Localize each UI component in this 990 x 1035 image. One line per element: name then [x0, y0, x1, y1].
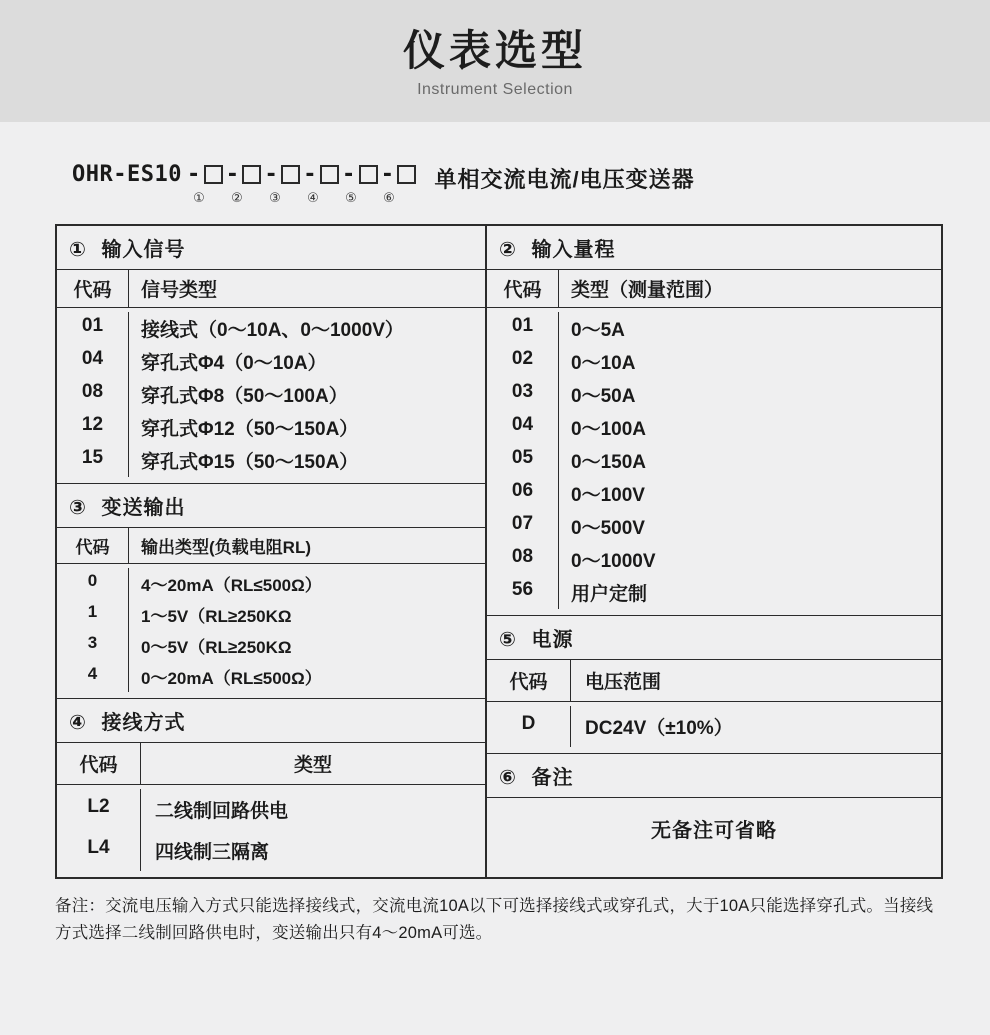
table-row: [57, 830, 485, 871]
section-title-wiring: 接线方式: [101, 712, 186, 734]
section-mark-remark: ⑥: [499, 767, 517, 789]
table-header-power: [487, 660, 941, 702]
cell-value: 穿孔式Φ8（50～100A）: [141, 386, 348, 407]
page-header: [0, 0, 990, 122]
code-box-3[interactable]: [281, 165, 300, 184]
cell-code: 05: [487, 444, 559, 477]
cell-code: 08: [487, 543, 559, 576]
model-prefix: OHR-ES10: [72, 162, 182, 187]
col-header-range-type: 类型（测量范围）: [571, 280, 724, 301]
table-row: [487, 444, 941, 477]
cell-code: D: [487, 706, 571, 747]
code-mark-4: ④: [307, 190, 319, 205]
section-title-remark: 备注: [531, 767, 574, 789]
selection-table-right-column: [487, 226, 941, 877]
section-title-range: 输入量程: [531, 239, 616, 261]
table-row: [487, 510, 941, 543]
table-row: [487, 378, 941, 411]
section-header-wiring: [57, 699, 485, 743]
table-row: [57, 789, 485, 830]
table-body-wiring: [57, 785, 485, 877]
table-row: [57, 345, 485, 378]
cell-code: 07: [487, 510, 559, 543]
code-mark-1: ①: [193, 190, 205, 205]
cell-value: 四线制三隔离: [155, 842, 270, 863]
cell-code: 56: [487, 576, 559, 609]
cell-code: 06: [487, 477, 559, 510]
table-row: [57, 630, 485, 661]
page-title: 仪表选型: [402, 26, 587, 74]
cell-value: 二线制回路供电: [155, 801, 289, 822]
section-header-input-signal: [57, 226, 485, 270]
dash-6: -: [380, 162, 395, 187]
cell-value: 0～100V: [571, 485, 645, 506]
model-code-row: [0, 162, 990, 206]
cell-value: 穿孔式Φ12（50～150A）: [141, 419, 359, 440]
code-box-1[interactable]: [204, 165, 223, 184]
section-mark-power: ⑤: [499, 629, 517, 651]
footer-note: 备注：交流电压输入方式只能选择接线式，交流电流10A以下可选择接线式或穿孔式，大于10A只能选择穿孔式。当接线方式选择二线制回路供电时，变送输出只有4～20mA可选。: [55, 897, 934, 942]
table-row: [57, 411, 485, 444]
section-header-range: [487, 226, 941, 270]
dash-2: -: [225, 162, 240, 187]
cell-code: 04: [57, 345, 129, 378]
cell-code: 12: [57, 411, 129, 444]
section-title-output: 变送输出: [101, 497, 186, 519]
cell-value: 0～100A: [571, 419, 646, 440]
cell-value: 接线式（0～10A、0～1000V）: [141, 320, 404, 341]
col-header-type: 类型: [293, 755, 332, 776]
section-mark-output: ③: [69, 497, 87, 519]
table-row: [487, 345, 941, 378]
dash-4: -: [303, 162, 317, 187]
cell-code: 1: [57, 599, 129, 630]
section-title-input-signal: 输入信号: [101, 239, 186, 261]
cell-code: 15: [57, 444, 129, 477]
dash-1: -: [186, 162, 201, 187]
table-body-power: [487, 702, 941, 754]
col-header-code: 代码: [57, 743, 141, 784]
cell-value: DC24V（±10%）: [585, 718, 733, 739]
cell-value: 4～20mA（RL≤500Ω）: [141, 576, 322, 595]
cell-code: 04: [487, 411, 559, 444]
code-mark-5: ⑤: [345, 190, 357, 205]
table-row: [57, 312, 485, 345]
table-header-output: [57, 528, 485, 564]
cell-code: L4: [57, 830, 141, 871]
cell-code: 02: [487, 345, 559, 378]
model-code-line: [72, 162, 416, 187]
code-marks: [72, 190, 416, 206]
col-header-output-type: 输出类型(负载电阻RL): [141, 538, 311, 557]
table-body-output: [57, 564, 485, 699]
code-box-4[interactable]: [320, 165, 339, 184]
dash-5: -: [341, 162, 356, 187]
cell-code: 01: [487, 312, 559, 345]
section-header-power: [487, 616, 941, 660]
table-row: [487, 543, 941, 576]
col-header-signal-type: 信号类型: [141, 280, 218, 301]
code-mark-3: ③: [269, 190, 281, 205]
cell-code: 3: [57, 630, 129, 661]
cell-value: 穿孔式Φ4（0～10A）: [141, 353, 327, 374]
cell-value: 0～1000V: [571, 551, 656, 572]
table-row: [57, 444, 485, 477]
section-title-power: 电源: [531, 629, 574, 651]
table-header-range: [487, 270, 941, 308]
cell-value: 0～20mA（RL≤500Ω）: [141, 669, 322, 688]
cell-value: 0～5A: [571, 320, 625, 341]
code-box-2[interactable]: [242, 165, 261, 184]
cell-value: 1～5V（RL≥250KΩ: [141, 607, 292, 626]
table-body-input-signal: [57, 308, 485, 484]
col-header-code: 代码: [57, 528, 129, 563]
table-row: [487, 477, 941, 510]
table-row: [487, 576, 941, 609]
table-header-wiring: [57, 743, 485, 785]
table-row: [487, 706, 941, 747]
table-row: [57, 378, 485, 411]
cell-code: 0: [57, 568, 129, 599]
table-row: [487, 411, 941, 444]
code-mark-2: ②: [231, 190, 243, 205]
col-header-code: 代码: [487, 270, 559, 307]
dash-3: -: [264, 162, 279, 187]
table-header-input-signal: [57, 270, 485, 308]
page-subtitle: Instrument Selection: [417, 81, 573, 99]
col-header-voltage-range: 电压范围: [585, 672, 662, 693]
cell-code: 08: [57, 378, 129, 411]
cell-value: 穿孔式Φ15（50～150A）: [141, 452, 359, 473]
code-box-6[interactable]: [397, 165, 416, 184]
cell-code: 01: [57, 312, 129, 345]
code-box-5[interactable]: [359, 165, 378, 184]
section-mark-wiring: ④: [69, 712, 87, 734]
selection-table-left-column: [57, 226, 487, 877]
code-mark-6: ⑥: [383, 190, 395, 205]
table-row: [57, 568, 485, 599]
cell-code: 03: [487, 378, 559, 411]
cell-value: 0～500V: [571, 518, 645, 539]
table-row: [487, 312, 941, 345]
section-header-remark: [487, 754, 941, 798]
section-mark-input-signal: ①: [69, 239, 87, 261]
cell-value: 0～50A: [571, 386, 636, 407]
cell-value: 0～150A: [571, 452, 646, 473]
table-body-range: [487, 308, 941, 616]
cell-value: 用户定制: [571, 584, 648, 605]
table-row: [57, 599, 485, 630]
cell-code: 4: [57, 661, 129, 692]
remark-value: 无备注可省略: [651, 820, 777, 842]
col-header-code: 代码: [57, 270, 129, 307]
model-name: 单相交流电流/电压变送器: [434, 167, 695, 192]
cell-value: 0～5V（RL≥250KΩ: [141, 638, 292, 657]
section-header-output: [57, 484, 485, 528]
model-code: [72, 162, 416, 206]
cell-value: 0～10A: [571, 353, 636, 374]
section-mark-range: ②: [499, 239, 517, 261]
cell-code: L2: [57, 789, 141, 830]
col-header-code: 代码: [487, 660, 571, 701]
table-row: [57, 661, 485, 692]
selection-table: [55, 224, 943, 879]
